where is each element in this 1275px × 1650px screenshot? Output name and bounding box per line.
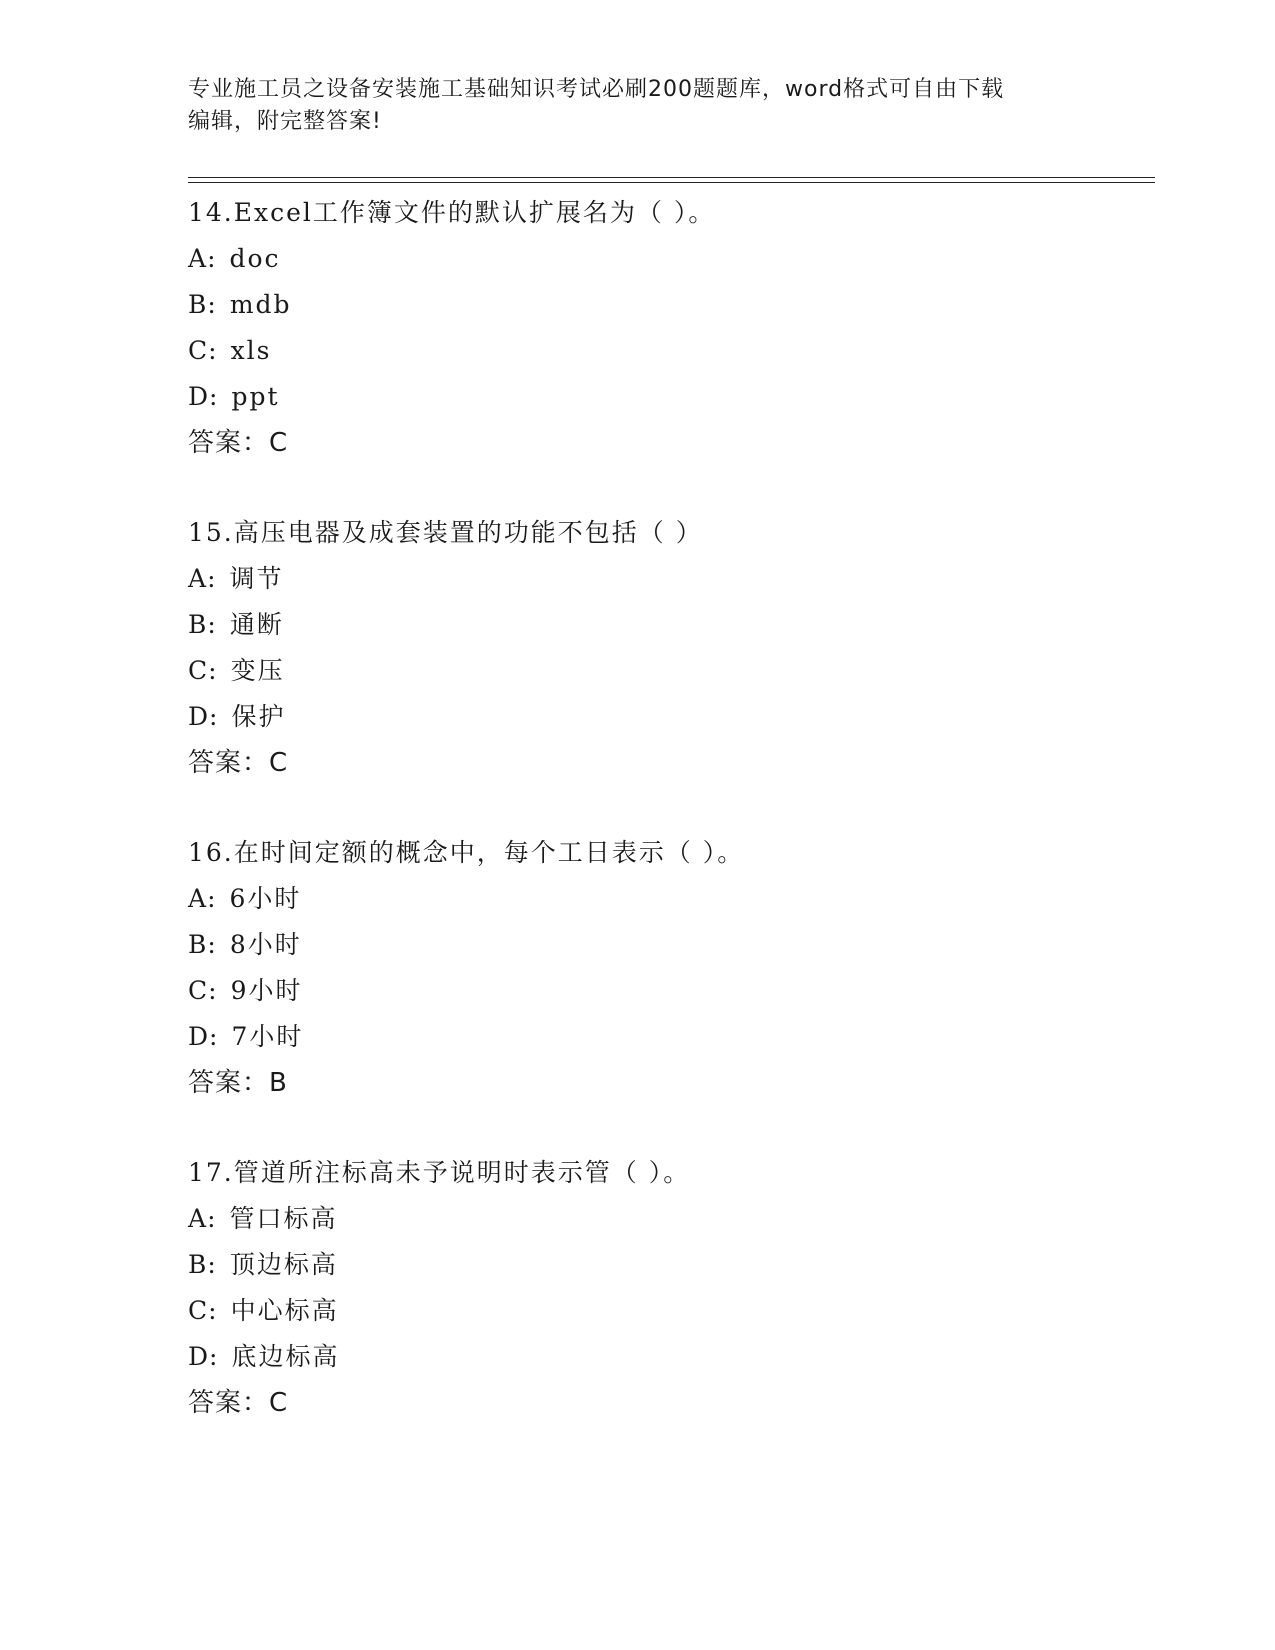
option-letter: A	[188, 564, 208, 593]
option-b: B: 顶边标高	[188, 1250, 338, 1279]
header-divider-top	[188, 177, 1155, 178]
option-letter: D	[188, 382, 210, 411]
option-c: C: 中心标高	[188, 1296, 339, 1325]
option-text: 9小时	[230, 976, 303, 1005]
option-letter: C	[188, 656, 209, 685]
answer-key: 答案：C	[188, 748, 289, 778]
option-text: 6小时	[229, 884, 302, 913]
option-text: 调节	[229, 564, 284, 593]
question-item	[188, 510, 1148, 786]
option-c: C: xls	[188, 336, 272, 365]
option-text: 8小时	[229, 930, 302, 959]
option-text: 中心标高	[230, 1296, 339, 1325]
option-c: C: 变压	[188, 656, 285, 685]
question-stem: 16.在时间定额的概念中，每个工日表示（ ）。	[188, 838, 745, 867]
option-text: 通断	[229, 610, 284, 639]
header-title-line-2: 编辑，附完整答案!	[188, 109, 382, 134]
option-letter: C	[188, 336, 209, 365]
option-letter: B	[188, 930, 208, 959]
option-text: ppt	[231, 382, 280, 411]
option-text: 底边标高	[231, 1342, 340, 1371]
option-text: 变压	[230, 656, 285, 685]
question-item	[188, 190, 1148, 466]
option-letter: C	[188, 976, 209, 1005]
option-text: 保护	[231, 702, 286, 731]
option-b: B: 8小时	[188, 930, 302, 959]
option-letter: B	[188, 610, 208, 639]
option-a: A: doc	[188, 244, 281, 273]
question-stem: 15.高压电器及成套装置的功能不包括（ ）	[188, 518, 703, 547]
option-letter: D	[188, 1022, 210, 1051]
option-text: doc	[229, 244, 281, 273]
question-item	[188, 1150, 1148, 1426]
option-letter: A	[188, 244, 208, 273]
option-letter: A	[188, 1204, 208, 1233]
option-text: 7小时	[231, 1022, 304, 1051]
document-header	[188, 74, 1088, 138]
option-b: B: mdb	[188, 290, 292, 319]
option-text: mdb	[229, 290, 292, 319]
header-divider-bottom	[188, 182, 1155, 183]
answer-key: 答案：C	[188, 1388, 289, 1418]
option-letter: B	[188, 1250, 208, 1279]
option-d: D: ppt	[188, 382, 280, 411]
option-text: 顶边标高	[229, 1250, 338, 1279]
option-b: B: 通断	[188, 610, 284, 639]
option-d: D: 保护	[188, 702, 286, 731]
option-d: D: 7小时	[188, 1022, 304, 1051]
question-item	[188, 830, 1148, 1106]
answer-key: 答案：C	[188, 428, 289, 458]
option-c: C: 9小时	[188, 976, 303, 1005]
option-a: A: 管口标高	[188, 1204, 338, 1233]
option-letter: C	[188, 1296, 209, 1325]
option-letter: D	[188, 1342, 210, 1371]
option-letter: B	[188, 290, 208, 319]
option-a: A: 调节	[188, 564, 284, 593]
option-letter: D	[188, 702, 210, 731]
question-stem: 17.管道所注标高未予说明时表示管（ ）。	[188, 1158, 691, 1187]
option-text: 管口标高	[229, 1204, 338, 1233]
option-a: A: 6小时	[188, 884, 302, 913]
answer-key: 答案：B	[188, 1068, 288, 1098]
question-stem: 14.Excel工作簿文件的默认扩展名为（ ）。	[188, 198, 716, 227]
option-d: D: 底边标高	[188, 1342, 340, 1371]
option-letter: A	[188, 884, 208, 913]
header-title-line-1: 专业施工员之设备安装施工基础知识考试必刷200题题库，word格式可自由下载	[188, 77, 1005, 102]
option-text: xls	[230, 336, 272, 365]
question-list	[188, 190, 1148, 1470]
